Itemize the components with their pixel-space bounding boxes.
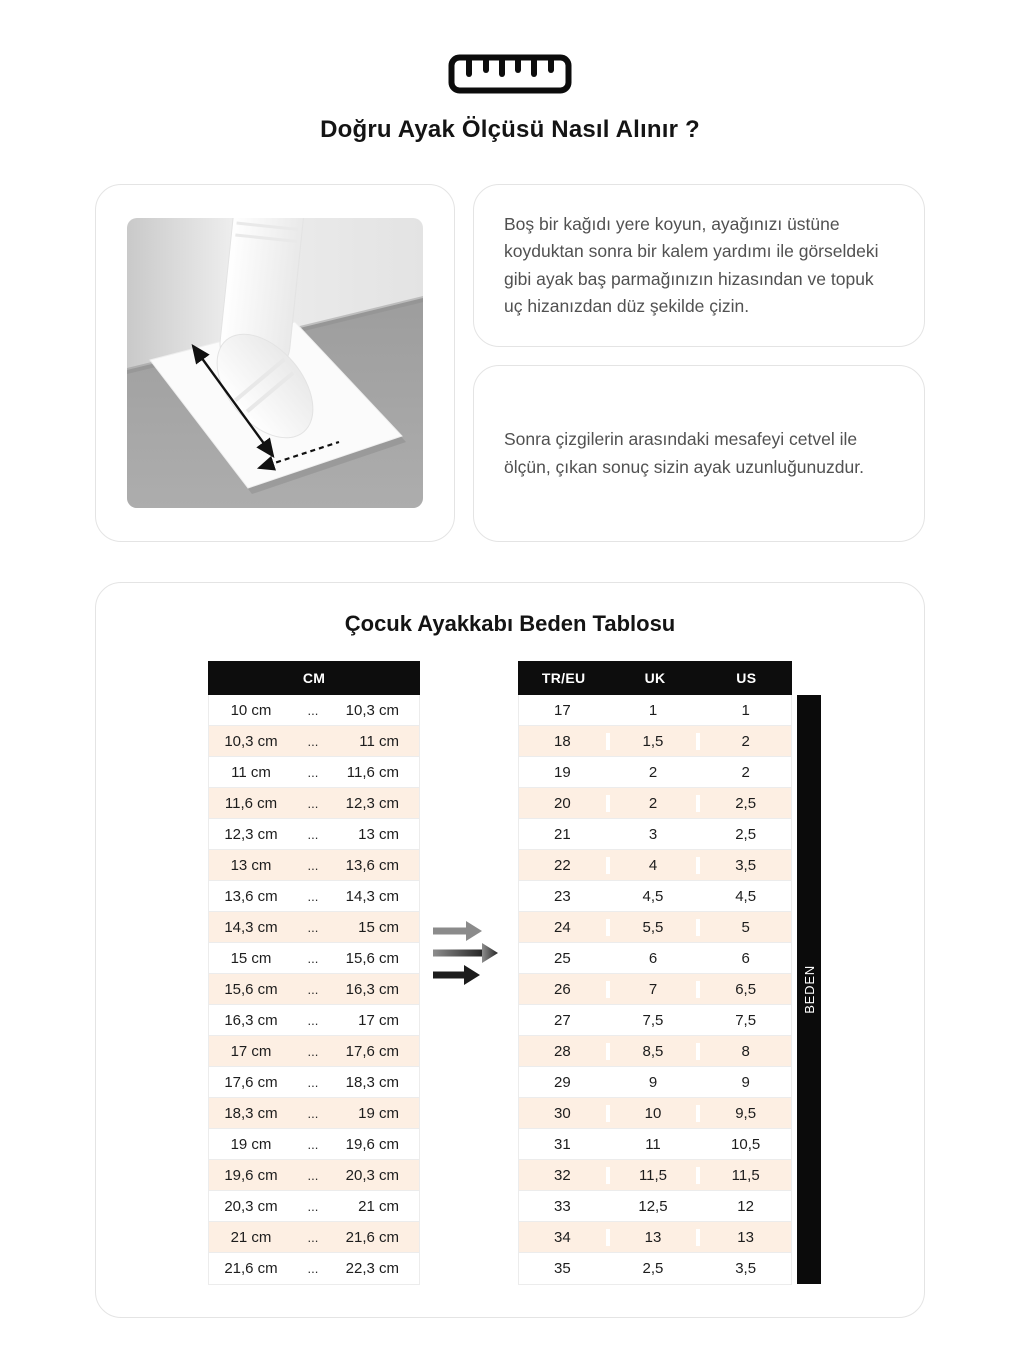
cm-separator: ... xyxy=(307,826,319,842)
treu-cell: 29 xyxy=(519,1074,610,1091)
cm-from-cell: 14,3 cm xyxy=(224,918,278,936)
table-row xyxy=(519,1222,791,1253)
cm-to-cell: 11,6 cm xyxy=(346,763,399,781)
cm-separator: ... xyxy=(307,1261,319,1276)
treu-cell: 20 xyxy=(519,795,610,812)
beden-bar-label: BEDEN xyxy=(801,965,817,1014)
treu-cell: 28 xyxy=(519,1043,610,1060)
cm-to-cell: 17,6 cm xyxy=(345,1042,399,1060)
eu-table-body xyxy=(518,695,792,1285)
table-row xyxy=(519,788,791,819)
us-cell: 3,5 xyxy=(735,1260,757,1277)
us-cell: 2 xyxy=(741,732,750,750)
uk-cell: 12,5 xyxy=(610,1198,701,1215)
us-cell: 6 xyxy=(741,949,750,967)
table-row xyxy=(209,1036,419,1067)
cm-to-cell: 19 cm xyxy=(358,1104,399,1122)
cm-separator: ... xyxy=(307,1074,319,1090)
table-row xyxy=(209,757,419,788)
uk-cell: 11,5 xyxy=(610,1167,701,1184)
cm-from-cell: 16,3 cm xyxy=(224,1011,278,1029)
treu-cell: 34 xyxy=(519,1229,610,1246)
cm-separator: ... xyxy=(307,857,319,873)
uk-cell: 13 xyxy=(610,1229,701,1246)
treu-cell: 19 xyxy=(519,764,610,781)
us-cell: 9,5 xyxy=(735,1104,757,1122)
uk-cell: 9 xyxy=(610,1074,701,1091)
table-row xyxy=(209,850,419,881)
cm-table-header xyxy=(208,661,420,695)
cm-to-cell: 13 cm xyxy=(358,825,399,843)
table-row xyxy=(519,1005,791,1036)
treu-cell: 21 xyxy=(519,826,610,843)
treu-cell: 23 xyxy=(519,888,610,905)
treu-cell: 31 xyxy=(519,1136,610,1153)
uk-cell: 1,5 xyxy=(610,733,701,750)
cm-from-cell: 17 cm xyxy=(230,1042,272,1060)
table-row xyxy=(209,1129,419,1160)
cm-separator: ... xyxy=(307,1105,319,1121)
cm-separator: ... xyxy=(307,795,319,811)
uk-cell: 7 xyxy=(610,981,701,998)
cm-from-cell: 19,6 cm xyxy=(224,1166,278,1184)
cm-to-cell: 12,3 cm xyxy=(345,794,399,812)
uk-cell: 3 xyxy=(610,826,701,843)
table-row xyxy=(209,943,419,974)
cm-separator: ... xyxy=(307,888,319,904)
uk-cell: 5,5 xyxy=(610,919,701,936)
size-table-title: Çocuk Ayakkabı Beden Tablosu xyxy=(344,611,676,636)
table-row xyxy=(209,788,419,819)
cm-separator: ... xyxy=(307,764,319,780)
us-cell: 2,5 xyxy=(735,794,757,812)
treu-cell: 17 xyxy=(519,702,610,719)
uk-cell: 4 xyxy=(610,857,701,874)
us-cell: 2,5 xyxy=(735,825,757,843)
cm-separator: ... xyxy=(307,981,319,997)
cm-table xyxy=(208,661,420,1285)
foot-measurement-photo xyxy=(127,218,423,508)
cm-header-label: CM xyxy=(302,670,326,686)
table-row xyxy=(519,1098,791,1129)
us-cell: 4,5 xyxy=(735,887,757,905)
uk-cell: 4,5 xyxy=(610,888,701,905)
cm-from-cell: 11 cm xyxy=(231,763,271,781)
eu-table-header xyxy=(518,661,792,695)
cm-to-cell: 15,6 cm xyxy=(345,949,399,967)
table-row xyxy=(209,1222,419,1253)
cm-to-cell: 21,6 cm xyxy=(345,1228,399,1246)
eu-header-us: US xyxy=(736,670,757,686)
uk-cell: 2 xyxy=(610,795,701,812)
table-row xyxy=(209,1098,419,1129)
cm-separator: ... xyxy=(307,1167,319,1183)
cm-table-body xyxy=(208,695,420,1285)
measurement-instructions-section xyxy=(95,184,925,542)
cm-separator: ... xyxy=(307,1012,319,1028)
table-row xyxy=(519,1160,791,1191)
table-row xyxy=(209,819,419,850)
table-row xyxy=(519,757,791,788)
instruction-step-1-text: Boş bir kağıdı yere koyun, ayağınızı üstüne koyduktan sonra bir kalem yardımı ile görseldeki gibi ayak baş parmağınızın hizasından ve topuk uç hizanızdan düz şekilde çizin. xyxy=(504,213,879,316)
treu-cell: 32 xyxy=(519,1167,610,1184)
treu-cell: 26 xyxy=(519,981,610,998)
table-row xyxy=(209,912,419,943)
cm-to-cell: 17 cm xyxy=(358,1011,399,1029)
table-row xyxy=(209,1005,419,1036)
cm-to-cell: 14,3 cm xyxy=(345,887,399,905)
cm-from-cell: 17,6 cm xyxy=(224,1073,278,1091)
us-cell: 9 xyxy=(741,1073,750,1091)
cm-to-cell: 19,6 cm xyxy=(345,1135,399,1153)
uk-cell: 10 xyxy=(610,1105,701,1122)
cm-from-cell: 10 cm xyxy=(230,701,272,719)
table-row xyxy=(519,819,791,850)
transfer-arrows-icon xyxy=(420,641,518,1264)
uk-cell: 8,5 xyxy=(610,1043,701,1060)
table-row xyxy=(209,695,419,726)
size-tables xyxy=(96,661,924,1285)
cm-to-cell: 18,3 cm xyxy=(345,1073,399,1091)
us-cell: 11,5 xyxy=(731,1166,760,1184)
cm-separator: ... xyxy=(307,919,319,935)
cm-to-cell: 15 cm xyxy=(358,918,399,936)
cm-to-cell: 10,3 cm xyxy=(345,701,399,719)
cm-separator: ... xyxy=(307,1229,319,1245)
beden-bar xyxy=(797,695,821,1284)
treu-cell: 22 xyxy=(519,857,610,874)
table-row xyxy=(519,881,791,912)
us-cell: 10,5 xyxy=(731,1135,761,1153)
table-row xyxy=(209,1160,419,1191)
treu-cell: 18 xyxy=(519,733,610,750)
table-row xyxy=(209,1191,419,1222)
table-row xyxy=(209,1253,419,1284)
table-row xyxy=(209,974,419,1005)
cm-separator: ... xyxy=(307,1043,319,1059)
us-cell: 13 xyxy=(737,1228,754,1246)
us-cell: 8 xyxy=(741,1042,750,1060)
table-row xyxy=(519,1067,791,1098)
table-row xyxy=(519,850,791,881)
cm-to-cell: 22,3 cm xyxy=(345,1260,399,1277)
uk-cell: 7,5 xyxy=(610,1012,701,1029)
cm-from-cell: 21 cm xyxy=(230,1228,272,1246)
cm-to-cell: 21 cm xyxy=(358,1197,399,1215)
table-row xyxy=(519,1036,791,1067)
table-row xyxy=(519,695,791,726)
treu-cell: 33 xyxy=(519,1198,610,1215)
eu-header-treu: TR/EU xyxy=(541,670,586,686)
us-cell: 7,5 xyxy=(735,1011,757,1029)
table-row xyxy=(519,1191,791,1222)
cm-from-cell: 21,6 cm xyxy=(224,1260,278,1277)
cm-separator: ... xyxy=(307,702,319,718)
table-row xyxy=(519,1253,791,1284)
cm-to-cell: 13,6 cm xyxy=(345,856,399,874)
ruler-icon xyxy=(0,54,1020,94)
eu-header-uk: UK xyxy=(644,670,666,686)
page-title: Doğru Ayak Ölçüsü Nasıl Alınır ? xyxy=(320,116,700,143)
table-row xyxy=(209,881,419,912)
uk-cell: 1 xyxy=(610,702,701,719)
instruction-boxes xyxy=(473,184,925,542)
treu-cell: 30 xyxy=(519,1105,610,1122)
us-cell: 5 xyxy=(741,918,750,936)
foot-photo-card xyxy=(95,184,455,542)
uk-cell: 6 xyxy=(610,950,701,967)
table-row xyxy=(519,974,791,1005)
instruction-step-1 xyxy=(473,184,925,347)
cm-from-cell: 13 cm xyxy=(230,856,272,874)
cm-from-cell: 20,3 cm xyxy=(224,1197,278,1215)
treu-cell: 27 xyxy=(519,1012,610,1029)
cm-from-cell: 15 cm xyxy=(230,949,272,967)
cm-to-cell: 11 cm xyxy=(359,732,399,750)
table-row xyxy=(209,1067,419,1098)
table-row xyxy=(519,726,791,757)
size-table-card xyxy=(95,582,925,1318)
cm-to-cell: 20,3 cm xyxy=(345,1166,399,1184)
treu-cell: 24 xyxy=(519,919,610,936)
us-cell: 12 xyxy=(737,1197,754,1215)
uk-cell: 11 xyxy=(610,1136,701,1153)
us-cell: 1 xyxy=(741,701,750,719)
cm-separator: ... xyxy=(307,950,319,966)
instruction-step-2 xyxy=(473,365,925,542)
uk-cell: 2,5 xyxy=(610,1260,701,1277)
instruction-step-2-text: Sonra çizgilerin arasındaki mesafeyi cetvel ile ölçün, çıkan sonuç sizin ayak uzunluğunuzdur. xyxy=(504,429,864,477)
uk-cell: 2 xyxy=(610,764,701,781)
treu-cell: 25 xyxy=(519,950,610,967)
table-row xyxy=(519,943,791,974)
eu-table xyxy=(518,661,792,1285)
us-cell: 6,5 xyxy=(735,980,757,998)
us-cell: 2 xyxy=(741,763,750,781)
treu-cell: 35 xyxy=(519,1260,610,1277)
cm-separator: ... xyxy=(307,1198,319,1214)
us-cell: 3,5 xyxy=(735,856,757,874)
cm-to-cell: 16,3 cm xyxy=(345,980,399,998)
cm-from-cell: 18,3 cm xyxy=(224,1104,278,1122)
table-row xyxy=(519,1129,791,1160)
cm-from-cell: 15,6 cm xyxy=(224,980,278,998)
cm-from-cell: 11,6 cm xyxy=(224,794,278,812)
table-row xyxy=(519,912,791,943)
cm-from-cell: 10,3 cm xyxy=(224,732,278,750)
cm-from-cell: 13,6 cm xyxy=(224,887,278,905)
table-row xyxy=(209,726,419,757)
cm-from-cell: 19 cm xyxy=(230,1135,272,1153)
cm-from-cell: 12,3 cm xyxy=(224,825,278,843)
cm-separator: ... xyxy=(307,1136,319,1152)
eu-table-group xyxy=(518,661,821,1285)
cm-separator: ... xyxy=(307,733,319,749)
